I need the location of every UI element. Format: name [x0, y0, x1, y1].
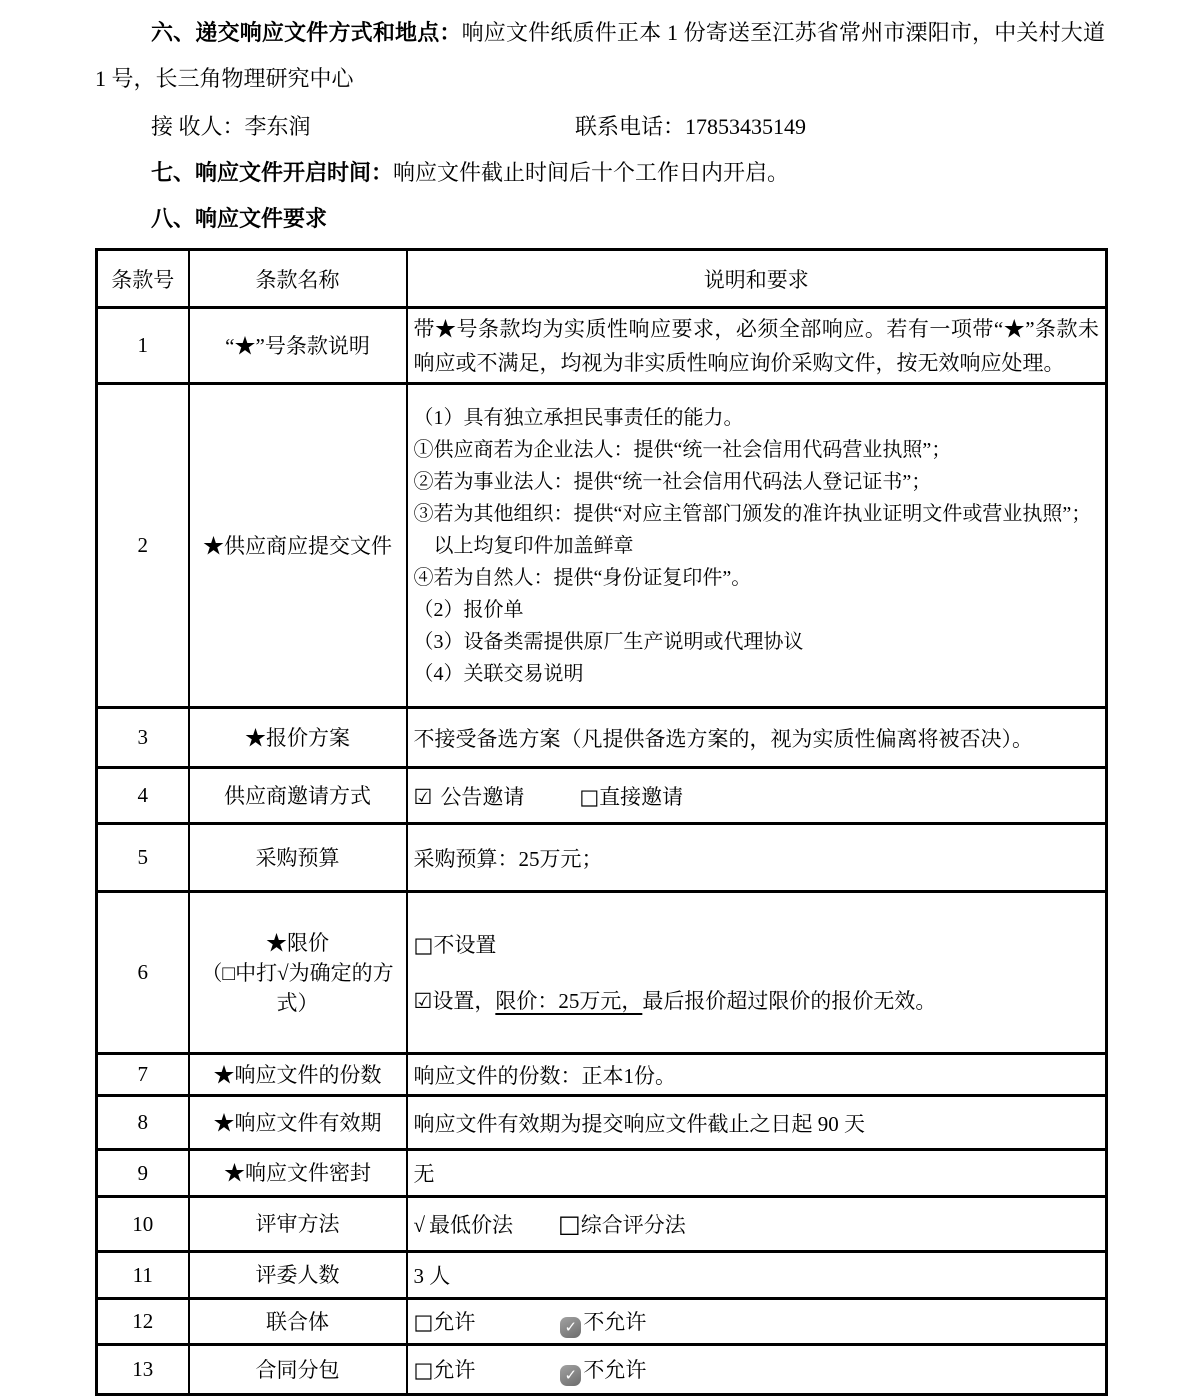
clause-name: 合同分包 — [189, 1345, 407, 1395]
document-page — [95, 4, 1105, 1396]
column-header-clause-name: 条款名称 — [189, 250, 407, 308]
clause-desc: 3 人 — [407, 1252, 1107, 1299]
phone-number: 17853435149 — [685, 114, 807, 139]
table-row — [97, 768, 1107, 824]
desc-line: （3）设备类需提供原厂生产说明或代理协议 — [413, 630, 804, 653]
option-label: 设置， — [432, 988, 496, 1013]
clause-desc: 带★号条款均为实质性响应要求，必须全部响应。若有一项带“★”条款未响应或不满足，均视为非实质性响应询价采购文件，按无效响应处理。 — [413, 316, 1099, 375]
desc-line: （2）报价单 — [413, 598, 524, 621]
phone-field — [575, 114, 806, 139]
clause-no: 9 — [97, 1150, 189, 1197]
desc-line: 以上均复印件加盖鲜章 — [413, 534, 634, 557]
section-six-title: 六、递交响应文件方式和地点： — [151, 20, 462, 45]
clause-name: ★报价方案 — [189, 708, 407, 768]
clause-name: “★”号条款说明 — [189, 308, 407, 384]
checkbox-empty-icon: □ — [558, 1210, 581, 1238]
option-label: 不允许 — [583, 1357, 647, 1382]
table-row — [97, 1345, 1107, 1395]
clause-desc — [407, 1345, 1107, 1395]
clause-name: 供应商邀请方式 — [189, 768, 407, 824]
section-seven-paragraph — [95, 150, 1105, 196]
option-row — [414, 930, 1100, 960]
clause-name: 联合体 — [189, 1299, 407, 1345]
limit-price-underlined: 限价：25万元， — [495, 988, 643, 1013]
option-row — [414, 986, 1100, 1016]
desc-line: ①供应商若为企业法人：提供“统一社会信用代码营业执照”； — [413, 438, 952, 461]
section-eight-title: 八、响应文件要求 — [151, 206, 328, 231]
clause-desc — [407, 384, 1107, 708]
requirements-table — [95, 248, 1108, 1396]
table-row — [97, 1252, 1107, 1299]
clause-no: 8 — [97, 1096, 189, 1150]
table-row — [97, 708, 1107, 768]
checkbox-checked-icon: ☑ — [413, 988, 433, 1013]
checkbox-empty-icon: □ — [413, 932, 434, 957]
table-row — [97, 1054, 1107, 1096]
table-row — [97, 1096, 1107, 1150]
clause-desc: 不接受备选方案（凡提供备选方案的，视为实质性偏离将被否决）。 — [407, 708, 1107, 768]
table-row — [97, 1197, 1107, 1252]
clause-no: 3 — [97, 708, 189, 768]
table-row — [97, 1299, 1107, 1345]
receiver-field — [151, 104, 575, 150]
clause-name: ★响应文件密封 — [189, 1150, 407, 1197]
option-label: 最低价法 — [429, 1213, 514, 1237]
desc-line: ③若为其他组织：提供“对应主管部门颁发的准许执业证明文件或营业执照”； — [413, 502, 1092, 525]
clause-desc — [407, 768, 1107, 824]
gray-check-icon: ✓ — [560, 1365, 581, 1386]
desc-line: （1）具有独立承担民事责任的能力。 — [413, 406, 744, 429]
clause-name: 采购预算 — [189, 824, 407, 892]
clause-no: 10 — [97, 1197, 189, 1252]
clause-desc: 无 — [407, 1150, 1107, 1197]
clause-no: 12 — [97, 1299, 189, 1345]
option-label: 直接邀请 — [599, 784, 684, 809]
clause-name: 评审方法 — [189, 1197, 407, 1252]
checkbox-empty-icon: □ — [413, 1357, 434, 1382]
clause-desc: 响应文件有效期为提交响应文件截止之日起 90 天 — [407, 1096, 1107, 1150]
clause-name — [189, 892, 407, 1054]
clause-name: ★响应文件有效期 — [189, 1096, 407, 1150]
checkbox-empty-icon: □ — [413, 1309, 434, 1334]
clause-no: 4 — [97, 768, 189, 824]
contact-line — [95, 104, 1105, 150]
clause-no: 5 — [97, 824, 189, 892]
desc-line: ④若为自然人：提供“身份证复印件”。 — [413, 566, 752, 589]
table-row — [97, 308, 1107, 384]
section-seven-title: 七、响应文件开启时间： — [151, 160, 394, 185]
clause-name: ★供应商应提交文件 — [189, 384, 407, 708]
section-eight-heading — [95, 196, 1105, 242]
checkbox-empty-icon: □ — [579, 784, 600, 809]
clause-no: 13 — [97, 1345, 189, 1395]
table-row — [97, 892, 1107, 1054]
clause-name-line: （□中打√为确定的方式） — [201, 960, 394, 1015]
clause-no: 1 — [97, 308, 189, 384]
check-mark-icon: √ — [413, 1213, 426, 1237]
clause-no: 2 — [97, 384, 189, 708]
phone-label: 联系电话： — [575, 114, 686, 139]
clause-desc — [407, 1299, 1107, 1345]
section-seven-body: 响应文件截止时间后十个工作日内开启。 — [393, 160, 790, 185]
option-label: 最后报价超过限价的报价无效。 — [642, 988, 937, 1013]
section-six-paragraph — [95, 10, 1105, 102]
clause-desc: 响应文件的份数：正本1份。 — [407, 1054, 1107, 1096]
option-label: 允许 — [433, 1357, 476, 1382]
clause-desc — [407, 1197, 1107, 1252]
option-label: 不允许 — [583, 1309, 647, 1334]
option-label: 允许 — [433, 1309, 476, 1334]
clause-name: ★响应文件的份数 — [189, 1054, 407, 1096]
option-label: 不设置 — [433, 932, 497, 957]
desc-line: （4）关联交易说明 — [413, 662, 584, 685]
clause-name: 评委人数 — [189, 1252, 407, 1299]
option-label: 公告邀请 — [440, 784, 525, 809]
clause-no: 11 — [97, 1252, 189, 1299]
clause-no: 6 — [97, 892, 189, 1054]
clause-desc — [407, 892, 1107, 1054]
column-header-description: 说明和要求 — [407, 250, 1107, 308]
option-label: 综合评分法 — [580, 1213, 686, 1237]
clause-name-line: ★限价 — [266, 930, 329, 955]
receiver-label: 接 收人： — [151, 114, 245, 139]
clause-no: 7 — [97, 1054, 189, 1096]
clause-desc: 采购预算：25万元； — [407, 824, 1107, 892]
column-header-clause-no: 条款号 — [97, 250, 189, 308]
section-six-body: 响应文件纸质件正本 1 份寄送至江苏省常州市溧阳市，中关村大道 1 号，长三角物理研究中心 — [95, 20, 1105, 91]
table-row — [97, 824, 1107, 892]
receiver-name: 李东润 — [244, 114, 311, 139]
table-header-row — [97, 250, 1107, 308]
table-row — [97, 384, 1107, 708]
desc-line: ②若为事业法人：提供“统一社会信用代码法人登记证书”； — [413, 470, 932, 493]
gray-check-icon: ✓ — [560, 1317, 581, 1338]
table-row — [97, 1150, 1107, 1197]
checkbox-checked-icon: ☑ — [413, 784, 433, 809]
